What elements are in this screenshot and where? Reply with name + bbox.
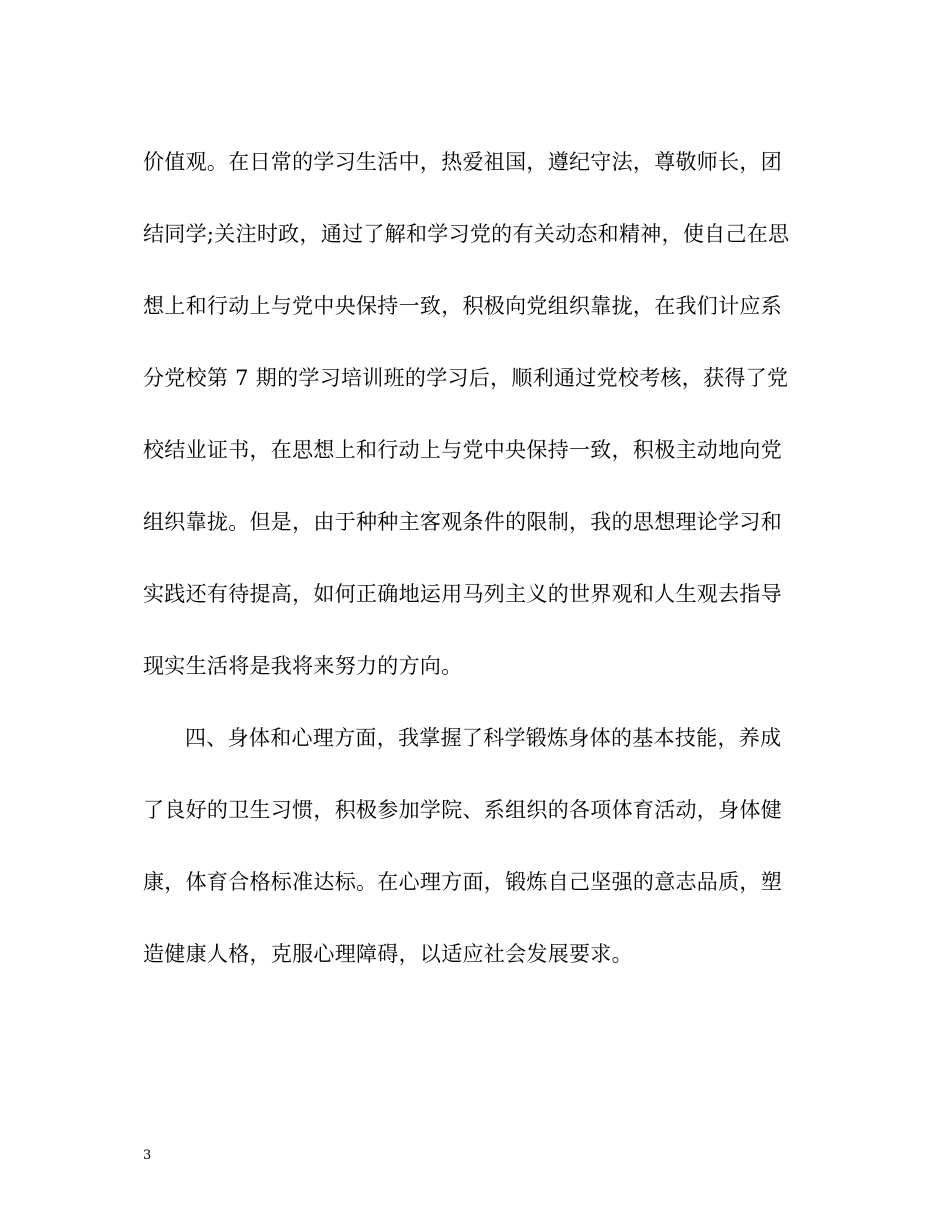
text-line: 分党校第 7 期的学习培训班的学习后，顺利通过党校考核，获得了党 — [143, 366, 789, 390]
text-line: 康，体育合格标准达标。在心理方面，锻炼自己坚强的意志品质，塑 — [143, 870, 782, 894]
text-line: 现实生活将是我将来努力的方向。 — [143, 654, 463, 678]
page-number: 3 — [143, 1148, 152, 1163]
text-line: 价值观。在日常的学习生活中，热爱祖国，遵纪守法，尊敬师长，团 — [143, 150, 782, 174]
text-line: 了良好的卫生习惯，积极参加学院、系组织的各项体育活动，身体健 — [143, 798, 782, 822]
body-text — [143, 142, 823, 1006]
text-line: 结同学;关注时政，通过了解和学习党的有关动态和精神，使自己在思 — [143, 222, 790, 246]
text-line: 想上和行动上与党中央保持一致，积极向党组织靠拢，在我们计应系 — [143, 294, 782, 318]
text-line: 实践还有待提高，如何正确地运用马列主义的世界观和人生观去指导 — [143, 582, 782, 606]
text-line: 造健康人格，克服心理障碍，以适应社会发展要求。 — [143, 942, 633, 966]
text-line: 四、身体和心理方面，我掌握了科学锻炼身体的基本技能，养成 — [185, 726, 782, 750]
text-line: 组织靠拢。但是，由于种种主客观条件的限制，我的思想理论学习和 — [143, 510, 782, 534]
text-line: 校结业证书，在思想上和行动上与党中央保持一致，积极主动地向党 — [143, 438, 782, 462]
